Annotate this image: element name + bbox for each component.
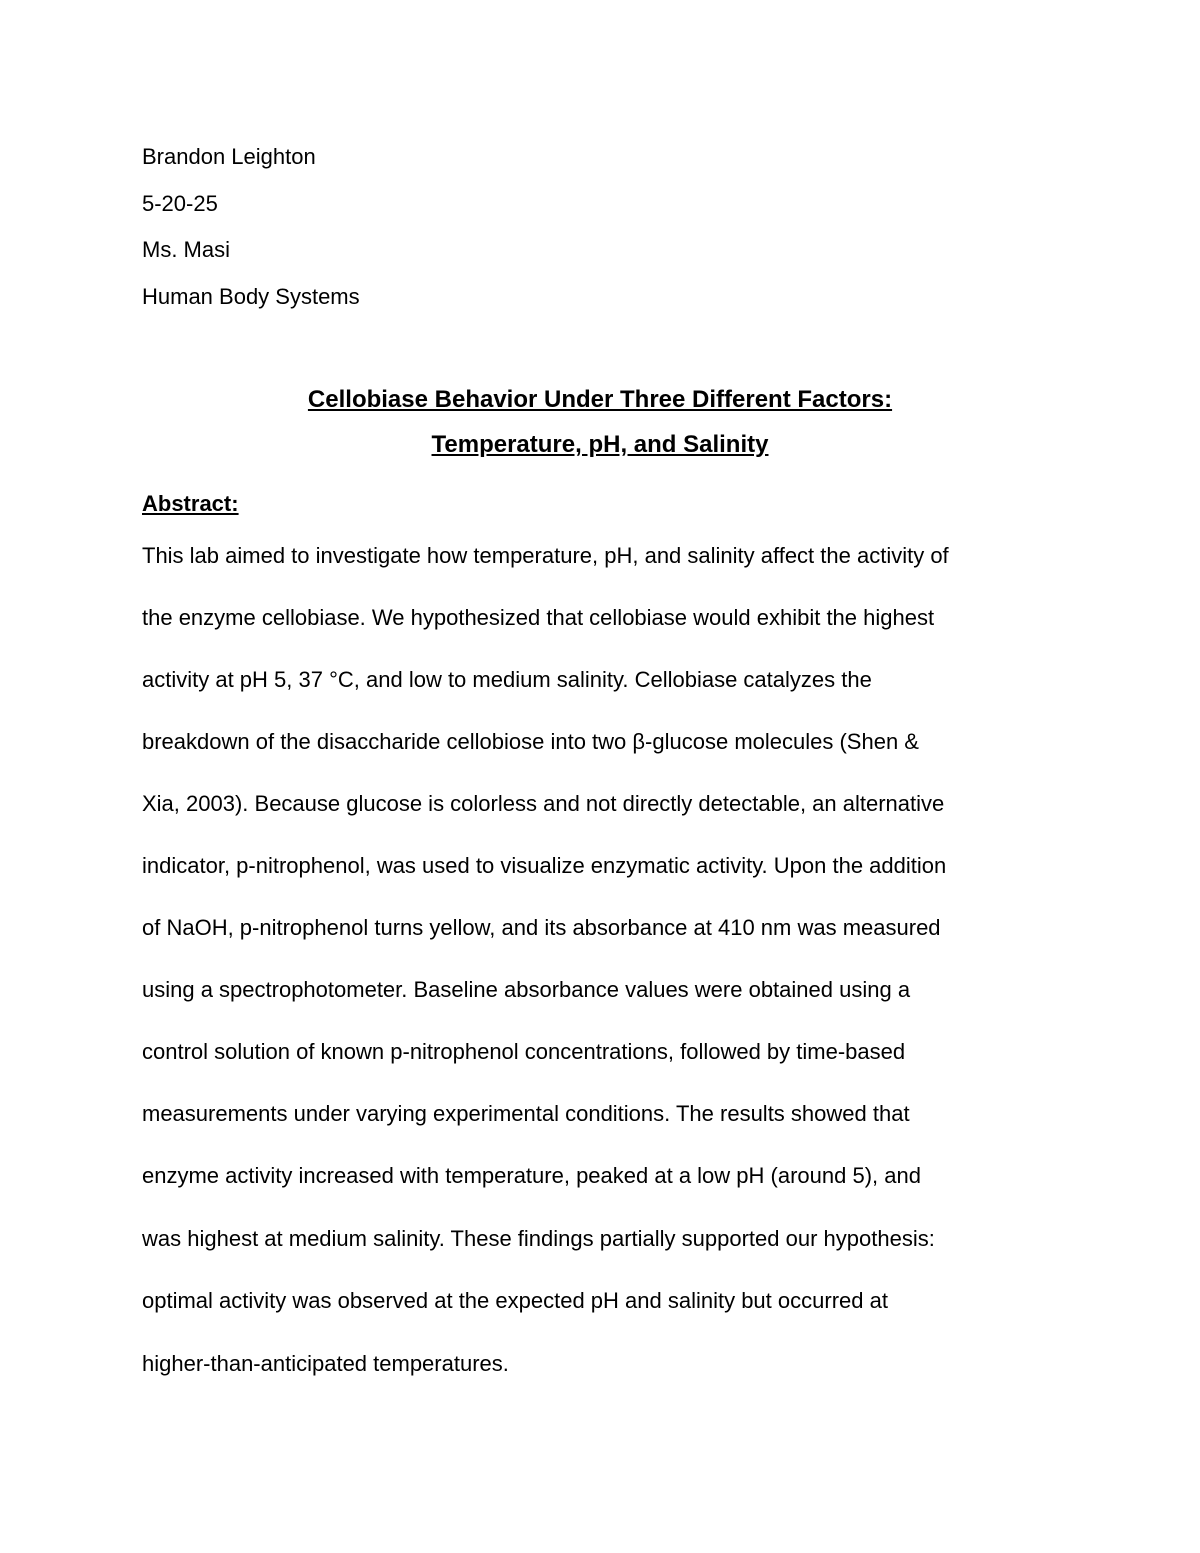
abstract-line: Xia, 2003). Because glucose is colorless and not directly detectable, an alternative [142,791,945,816]
abstract-line: optimal activity was observed at the expected pH and salinity but occurred at [142,1288,888,1313]
abstract-line: breakdown of the disaccharide cellobiose into two β-glucose molecules (Shen & [142,729,919,754]
report-title-line-1: Cellobiase Behavior Under Three Different Factors: [307,386,893,413]
abstract-line: activity at pH 5, 37 °C, and low to medium salinity. Cellobiase catalyzes the [142,667,872,692]
abstract-line: was highest at medium salinity. These findings partially supported our hypothesis: [142,1226,935,1251]
abstract-line: using a spectrophotometer. Baseline absorbance values were obtained using a [142,977,911,1002]
abstract-line: higher-than-anticipated temperatures. [142,1351,509,1376]
abstract-line: the enzyme cellobiase. We hypothesized that cellobiase would exhibit the highest [142,605,935,630]
abstract-line: measurements under varying experimental conditions. The results showed that [142,1101,910,1126]
report-title-line-2: Temperature, pH, and Salinity [431,431,769,458]
abstract-line: control solution of known p-nitrophenol concentrations, followed by time-based [142,1039,906,1064]
abstract-line: of NaOH, p-nitrophenol turns yellow, and its absorbance at 410 nm was measured [142,915,941,940]
course-name: Human Body Systems [142,284,360,309]
abstract-heading: Abstract: [142,491,239,516]
abstract-line: enzyme activity increased with temperature, peaked at a low pH (around 5), and [142,1163,921,1188]
report-date: 5-20-25 [142,191,218,216]
abstract-line: indicator, p-nitrophenol, was used to visualize enzymatic activity. Upon the addition [142,853,947,878]
author-name: Brandon Leighton [142,144,316,169]
abstract-line: This lab aimed to investigate how temperature, pH, and salinity affect the activity of [142,543,949,568]
teacher-name: Ms. Masi [142,237,230,262]
